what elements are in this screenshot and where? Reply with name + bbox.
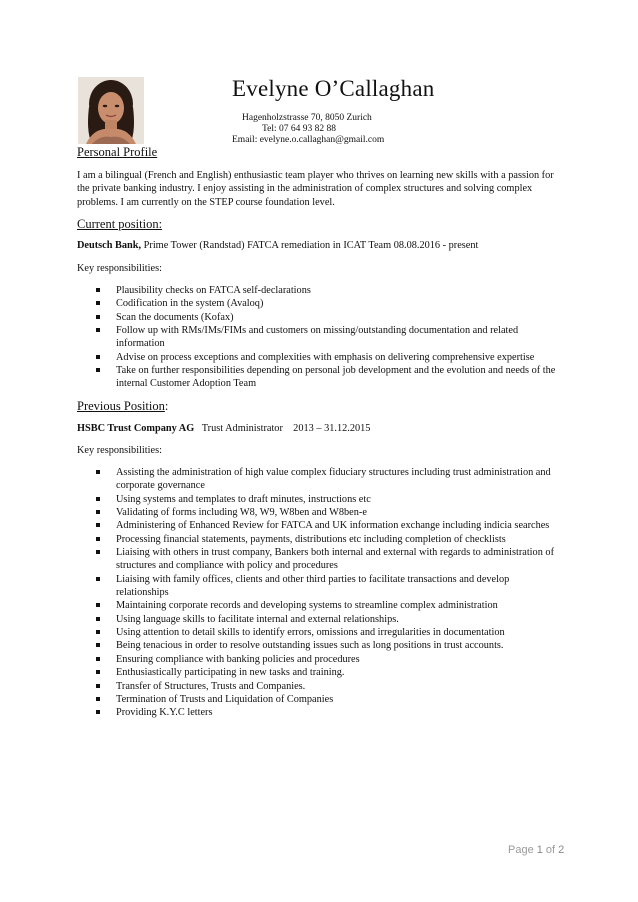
bullet-icon	[96, 710, 100, 714]
page-word: Page	[508, 844, 537, 856]
page-total: 2	[558, 844, 565, 856]
responsibility-text: Processing financial statements, payments, distributions etc including completion of checklists	[116, 533, 506, 545]
bullet-icon	[96, 697, 100, 701]
responsibility-item	[0, 533, 564, 546]
responsibility-item	[0, 680, 564, 693]
bullet-icon	[96, 355, 100, 359]
responsibility-text: Plausibility checks on FATCA self-declarations	[116, 285, 311, 296]
previous-position-heading	[77, 399, 168, 414]
responsibility-text: Liaising with others in trust company, Bankers both internal and external with regards to administration of structures and compliance with policy and procedures	[116, 547, 554, 572]
bullet-icon	[96, 643, 100, 647]
current-company: Deutsch Bank,	[77, 240, 142, 251]
responsibility-item	[0, 626, 564, 639]
bullet-icon	[96, 603, 100, 607]
bullet-icon	[96, 617, 100, 621]
responsibility-item	[0, 466, 564, 493]
responsibility-text: Follow up with RMs/IMs/FIMs and customers on missing/outstanding documentation and related information	[116, 325, 519, 350]
responsibility-text: Providing K.Y.C letters	[116, 707, 213, 719]
responsibility-text: Termination of Trusts and Liquidation of Companies	[116, 693, 334, 705]
responsibility-item	[0, 297, 564, 310]
responsibility-text: Transfer of Structures, Trusts and Companies.	[116, 680, 306, 692]
contact-phone: Tel: 07 64 93 82 88	[262, 124, 337, 134]
current-position-heading: Current position:	[77, 217, 163, 231]
responsibility-item	[0, 573, 564, 600]
responsibility-item	[0, 706, 564, 719]
responsibility-text: Ensuring compliance with banking policies and procedures	[116, 653, 360, 665]
bullet-icon	[96, 550, 100, 554]
responsibility-text: Codification in the system (Avaloq)	[116, 298, 264, 310]
responsibility-text: Using attention to detail skills to identify errors, omissions and irregularities in documentation	[116, 627, 505, 639]
responsibility-text: Validating of forms including W8, W9, W8ben and W8ben-e	[116, 507, 367, 519]
page-number	[508, 844, 564, 856]
responsibility-item	[0, 506, 564, 519]
profile-photo	[78, 77, 144, 144]
candidate-name: Evelyne O’Callaghan	[232, 76, 435, 101]
previous-position-heading-text: Previous Position	[77, 399, 165, 413]
responsibility-item	[0, 311, 564, 324]
page-current: 1	[536, 844, 543, 856]
bullet-icon	[96, 368, 100, 372]
bullet-icon	[96, 497, 100, 501]
responsibility-text: Being tenacious in order to resolve outstanding issues such as long positions in trust accounts.	[116, 640, 504, 652]
responsibility-text: Advise on process exceptions and complexities with emphasis on delivering comprehensive expertise	[116, 351, 535, 363]
responsibility-item	[0, 653, 564, 666]
previous-job-details: Trust Administrator 2013 – 31.12.2015	[194, 423, 371, 434]
responsibility-text: Maintaining corporate records and developing systems to streamline complex administration	[116, 600, 498, 612]
responsibility-item	[0, 519, 564, 532]
bullet-icon	[96, 577, 100, 581]
bullet-icon	[96, 670, 100, 674]
bullet-icon	[96, 301, 100, 305]
bullet-icon	[96, 630, 100, 634]
responsibility-item	[0, 639, 564, 652]
responsibility-item	[0, 599, 564, 612]
responsibility-item	[0, 493, 564, 506]
page-of: of	[542, 844, 559, 856]
bullet-icon	[96, 315, 100, 319]
responsibility-text: Using systems and templates to draft minutes, instructions etc	[116, 493, 371, 505]
previous-job-line	[77, 423, 370, 434]
previous-position-heading-colon: :	[164, 399, 169, 413]
responsibility-item	[0, 693, 564, 706]
responsibility-item	[0, 324, 564, 351]
responsibility-item	[0, 666, 564, 679]
bullet-icon	[96, 288, 100, 292]
contact-email: Email: evelyne.o.callaghan@gmail.com	[232, 135, 385, 145]
responsibility-item	[0, 284, 564, 297]
responsibility-item	[0, 546, 564, 573]
responsibility-text: Enthusiastically participating in new tasks and training.	[116, 667, 345, 679]
responsibility-item	[0, 364, 564, 391]
responsibility-text: Take on further responsibilities depending on personal job development and the evolution and needs of the internal Customer Adoption Team	[116, 365, 556, 390]
contact-address: Hagenholzstrasse 70, 8050 Zurich	[242, 113, 372, 123]
responsibility-text: Liaising with family offices, clients and other third parties to facilitate transactions and develop relationships	[116, 573, 510, 599]
responsibility-text: Using language skills to facilitate internal and external relationships.	[116, 613, 399, 625]
previous-company: HSBC Trust Company AG	[77, 423, 195, 434]
bullet-icon	[96, 684, 100, 688]
previous-responsibilities-list	[0, 466, 638, 720]
responsibility-text: Assisting the administration of high value complex fiduciary structures including trust administration and corporate governance	[116, 467, 551, 492]
previous-key-responsibilities-label: Key responsibilities:	[77, 445, 162, 456]
bullet-icon	[96, 537, 100, 541]
responsibility-item	[0, 351, 564, 364]
responsibility-item	[0, 613, 564, 626]
current-job-line	[77, 240, 478, 251]
bullet-icon	[96, 328, 100, 332]
responsibility-text: Administering of Enhanced Review for FATCA and UK information exchange including indicia searches	[116, 520, 550, 532]
bullet-icon	[96, 523, 100, 527]
current-job-details: Prime Tower (Randstad) FATCA remediation in ICAT Team 08.08.2016 - present	[141, 240, 479, 251]
personal-profile-text: I am a bilingual (French and English) enthusiastic team player who thrives on learning new skills with a passion for the private banking industry. I enjoy assisting in the administration of complex structures and solving complex problems. I am currently on the STEP course foundation level.	[77, 170, 554, 208]
current-key-responsibilities-label: Key responsibilities:	[77, 263, 162, 274]
bullet-icon	[96, 657, 100, 661]
bullet-icon	[96, 510, 100, 514]
personal-profile-heading: Personal Profile	[77, 145, 158, 159]
responsibility-text: Scan the documents (Kofax)	[116, 311, 234, 323]
current-responsibilities-list	[0, 284, 638, 391]
bullet-icon	[96, 470, 100, 474]
